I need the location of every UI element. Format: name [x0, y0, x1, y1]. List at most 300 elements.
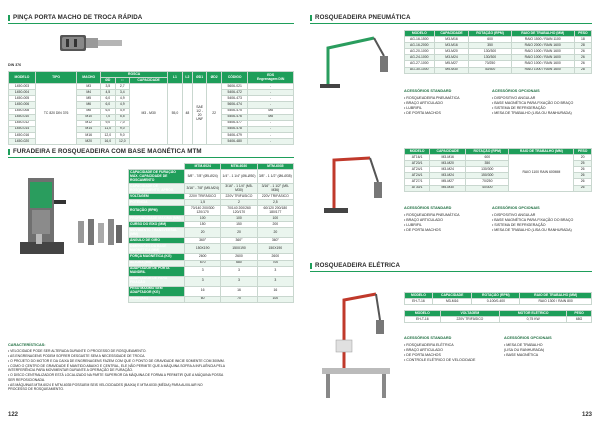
opt-accessories-elec: ACESSÓRIOS OPCIONAIS • MESA DE TRABALHO (LISA OU RANHURADA) • BASE MAGNÉTICA	[504, 336, 592, 358]
notes-list	[8, 349, 296, 392]
cell-macho: M16	[77, 132, 101, 138]
elec-table-2	[404, 310, 592, 323]
cell: AT16/1	[405, 155, 430, 161]
cell-tipo: TC 820 DIN 376	[35, 84, 76, 145]
col-header: RAIO DE TRABALHO (MM)	[520, 293, 592, 299]
col-sub-sq: □	[115, 78, 129, 84]
cell-codigo: 5406-476	[222, 114, 248, 120]
cell-sq: 5,5	[115, 114, 129, 120]
accessory-item: • DISPOSITIVO ANGULAR	[492, 212, 536, 217]
cell-value: 100	[257, 296, 293, 302]
cell-macho: M6	[77, 102, 101, 108]
chuck-section-title: PINÇA PORTA MACHO DE TROCA RÁPIDA	[8, 14, 142, 21]
cell-macho: M5	[77, 96, 101, 102]
cell-value: 3/16" - 1 1/2" (M5-M36)	[257, 184, 293, 194]
cell: 130/300	[466, 167, 509, 173]
cell-value: 2600	[185, 254, 221, 260]
accessory-item: • BASE MAGNÉTICA	[504, 352, 539, 357]
table-row	[129, 276, 294, 286]
col-d1: ØD1	[193, 72, 207, 84]
col-header: ROTAÇÃO (RPM)	[472, 293, 520, 299]
cell-value: 100	[185, 216, 221, 222]
cell: RAIO 1000 / RAIN 1600	[511, 55, 574, 61]
col-header: ROTAÇÃO (RPM)	[466, 149, 509, 155]
cell-sq: 9,0	[115, 126, 129, 132]
cell-value: 3	[257, 276, 293, 286]
cell: AG-30-1000	[405, 67, 435, 73]
tap-chuck-image	[56, 30, 126, 56]
col-eds: EDS Engrenagem DIN	[248, 72, 294, 84]
col-header: CAPACIDADE	[434, 31, 469, 37]
cell-sq: 12,0	[115, 139, 129, 145]
cell: 40/300	[469, 67, 511, 73]
pneu-accessories-b	[404, 206, 592, 236]
section-marker	[310, 263, 312, 269]
col-header: CAPACIDADE	[430, 149, 466, 155]
cell-modelo: 1450-012	[9, 120, 36, 126]
cell-d1: SAE 1/2 - 20 UNF	[193, 84, 207, 145]
cell-value: 150	[221, 222, 257, 228]
cell-l1: 55,0	[168, 84, 182, 145]
cell: 220V TRIFÁSICO	[440, 317, 500, 323]
accessory-item: • ROSQUEADEIRA PNEUMÁTICA	[404, 95, 460, 100]
cell-sq: 4,9	[115, 108, 129, 114]
cell: M3-M24	[430, 173, 466, 179]
cell: 26	[574, 49, 591, 55]
col-model-3: MTM-6035	[257, 164, 293, 170]
cell-value: 20	[257, 228, 293, 238]
cell-value: 3/16" - 1 1/4" (M5-M30)	[221, 184, 257, 194]
cell-value: 3/16" - 7/8" (M5-M24)	[185, 184, 221, 194]
accessory-item: • DE PORTA MACHOS	[404, 228, 441, 233]
col-header: MODELO	[405, 31, 435, 37]
cell-value: 1,5	[185, 200, 221, 206]
cell: EH-T-16	[405, 299, 433, 305]
cell-raio: RAIO 1100 RAIN 600MM	[509, 155, 574, 192]
col-header: PESO	[567, 311, 592, 317]
cell-value: 60	[185, 296, 221, 302]
cell-macho: M10	[77, 114, 101, 120]
cell-value: 20	[185, 228, 221, 238]
cell-value: 150X190	[257, 244, 293, 254]
cell: 68G	[567, 317, 592, 323]
mag-section-title: FURADEIRA E ROSQUEADEIRA COM BASE MAGNÉTICA MTM	[8, 148, 202, 155]
table-row	[129, 184, 294, 194]
cell-value: 100	[257, 216, 293, 222]
cell: M3-M16	[432, 299, 472, 305]
cell-eds: M8	[248, 114, 294, 120]
cell: 70/250	[469, 61, 511, 67]
row-label: MOVIMENTO TRANSVERSAL (MM)	[129, 228, 185, 238]
cell: 25	[574, 161, 592, 167]
elec-table-1	[404, 292, 592, 305]
chuck-table-body	[9, 84, 294, 145]
accessory-item: • DE PORTA MACHOS	[404, 352, 441, 357]
cell-value: 360°	[185, 238, 221, 244]
std-accessories-elec: ACESSÓRIOS STANDARD • ROSQUEADEIRA ELÉTRICA • BRAÇO ARTICULADO • DE PORTA MACHOS • CONTROLE ELÉTRICO DE VELOCIDADE	[404, 336, 494, 363]
col-header: MODELO	[405, 311, 441, 317]
cell-modelo: 1450-008	[9, 108, 36, 114]
cell-macho: M4	[77, 90, 101, 96]
row-label: ROTAÇÃO (RPM)	[129, 206, 185, 216]
elec-section-title: ROSQUEADEIRA ELÉTRICA	[310, 262, 400, 269]
cell: AG-16-2000	[405, 43, 435, 49]
cell-eds: -	[248, 126, 294, 132]
cell: 26	[574, 173, 592, 179]
pneumatic-tapper-image-b	[314, 148, 398, 216]
cell-eds: -	[248, 120, 294, 126]
cell: 28	[574, 67, 591, 73]
note-line: PROCESSO DE ROSQUEAMENTO.	[8, 387, 64, 392]
cell: 26	[574, 185, 592, 191]
table-row	[405, 317, 592, 323]
cell-sq: 4,9	[115, 96, 129, 102]
cell-value: 680	[221, 260, 257, 266]
cell: RAIO 1300 / RAIN 800	[520, 299, 592, 305]
pneu-accessories-a	[404, 89, 592, 119]
cell: AT24/1	[405, 167, 430, 173]
cell-value: 5/8" - 7/8" (Ø5-Ø24)	[185, 170, 221, 184]
cell: AT24/1	[405, 173, 430, 179]
cell-value: 3	[185, 276, 221, 286]
cell-eds: M8	[248, 108, 294, 114]
accessory-item: • SISTEMA DE REFRIGERAÇÃO	[492, 105, 546, 110]
cell-d: 16,0	[101, 139, 115, 145]
col-rosca: ROSCA	[101, 72, 168, 78]
cell-value: 200	[257, 222, 293, 228]
cell: AG-20-1000	[405, 49, 435, 55]
row-label: FORÇA MAGNÉTICA (KG)	[129, 254, 185, 260]
cell-value: 2600	[221, 254, 257, 260]
cell-eds: -	[248, 90, 294, 96]
cell: EH-T-16	[405, 317, 441, 323]
cell-codigo: 5406-479	[222, 132, 248, 138]
accessory-item: • DE PORTA MACHOS	[404, 111, 441, 116]
cell-d: 4,5	[101, 90, 115, 96]
section-rule	[8, 23, 294, 24]
cell-codigo: 5606-021	[222, 84, 248, 90]
row-label: DIMENSÕES DA BASE MAGNÉTICA (MM)	[129, 244, 185, 254]
col-header: MODELO	[405, 293, 433, 299]
accessory-item: • LUBRIFIL	[404, 105, 423, 110]
cell: 18	[574, 37, 591, 43]
cell-l2: 48	[182, 84, 192, 145]
cell-value: 3/8" - 1 1/2" (Ø6-Ø35)	[257, 170, 293, 184]
col-l2: L2	[182, 72, 192, 84]
cell: AG-24-1000	[405, 55, 435, 61]
col-codigo: CÓDIGO	[222, 72, 248, 84]
table-row	[129, 170, 294, 184]
col-model-2: MTM-6030	[221, 164, 257, 170]
cell-value: 220V TRIFÁSICO	[221, 194, 257, 200]
cell: AG-16-1500	[405, 37, 435, 43]
cell-modelo: 1450-004	[9, 90, 36, 96]
note-line: • O DISCO CENTRALIZADOR ESTÁ LOCALIZADO NA PARTE SUPERIOR DA MÁQUINA DE FORMA A PERMITIR QUE A MÁQUINA POSSA	[8, 373, 224, 378]
row-label: CAPACIDADE DE FURAÇÃO MÁX. CAPACIDADE DE ROSCAMENTO	[129, 170, 185, 184]
col-macho: MACHO	[77, 72, 101, 84]
row-label: VOLTAGEM	[129, 194, 185, 200]
col-d2: ØD2	[207, 72, 222, 84]
cell-macho: M12	[77, 120, 101, 126]
cell-value: 220V TRIFÁSICO	[257, 194, 293, 200]
electric-tapper-image	[314, 280, 398, 400]
cell-value: 360°	[257, 238, 293, 244]
cell: RAIO 1000 / RAIN 1600	[511, 49, 574, 55]
row-label: ADAPTADOR DE PORTA MANDRIL	[129, 266, 185, 276]
cell: AG-27-1000	[405, 61, 435, 67]
cell-eds: -	[248, 102, 294, 108]
cell: 26	[574, 61, 591, 67]
mag-spec-table	[128, 163, 294, 303]
cell-value: 3	[221, 276, 257, 286]
row-label: PESO (KG)	[129, 296, 185, 302]
col-header: PESO	[574, 31, 591, 37]
cell-modelo: 1450-014	[9, 126, 36, 132]
accessory-item: • BASE MAGNÉTICA PARA FIXAÇÃO DO BRAÇO	[492, 217, 574, 222]
accessory-item: • BRAÇO ARTICULADO	[404, 347, 443, 352]
mag-notes	[8, 343, 296, 392]
cell-eds: -	[248, 132, 294, 138]
table-row	[405, 67, 592, 73]
cell-d: 12,0	[101, 132, 115, 138]
accessory-item: • MESA DE TRABALHO	[504, 342, 543, 347]
cell-value: 2,5	[257, 200, 293, 206]
cell-d: 6,0	[101, 108, 115, 114]
cell-value: 1/4" - 1 1/4" (Ø6-Ø30)	[221, 170, 257, 184]
table-row	[129, 206, 294, 216]
notes-title: CARACTERÍSTICAS:	[8, 343, 46, 347]
cell: 600	[469, 37, 511, 43]
cell: 26	[574, 167, 592, 173]
cell-value: 16	[257, 286, 293, 296]
cell-d: 11,0	[101, 126, 115, 132]
note-line: INTERFERÊNCIA PARA MOVIMENTAR DURANTE A OPERAÇÃO DE FURAÇÃO.	[8, 368, 133, 373]
cell-macho: M3	[77, 84, 101, 90]
col-header: RAIO DE TRABALHO (MM)	[509, 149, 574, 155]
cell-d: 6,0	[101, 102, 115, 108]
accessory-item: • ROSQUEADEIRA PNEUMÁTICA	[404, 212, 460, 217]
cell: 130/300	[469, 49, 511, 55]
col-header: MOTOR ELÉTRICO	[500, 311, 567, 317]
cell: M5-M27	[434, 61, 469, 67]
cell: RAIO 1000 / RAIN 1600	[511, 61, 574, 67]
cell: 350	[469, 43, 511, 49]
cell-modelo: 1450-016	[9, 132, 36, 138]
accessory-item: • BASE MAGNÉTICA PARA FIXAÇÃO DO BRAÇO	[492, 100, 574, 105]
pneu-body-b	[405, 155, 592, 192]
cell-d2: 22	[207, 84, 222, 145]
note-line: • VELOCIDADE PODE SER ALTERADA DURANTE O PROCESSO DE ROSQUEAMENTO.	[8, 349, 147, 354]
row-label: CURSO DO EIXO (MM)	[129, 222, 185, 228]
cell: M3-M20	[434, 49, 469, 55]
cell-macho: M14	[77, 126, 101, 132]
note-line: SER REPOSICIONADA.	[8, 377, 46, 382]
cell: AT27/1	[405, 179, 430, 185]
cell: RAIO 1500 / RAIN 1100	[511, 37, 574, 43]
mag-table-body	[129, 170, 294, 303]
accessory-item: • ROSQUEADEIRA ELÉTRICA	[404, 342, 454, 347]
cell: 26	[574, 179, 592, 185]
cell-codigo: 5406-475	[222, 108, 248, 114]
col-sub-d: ØD	[101, 78, 115, 84]
note-line: • AS MÁQUINAS MTM-6024 E MTM-6035 POSSUEM SEIS VELOCIDADES (BAIXA) E MTM-6030 (MÉDIA) PARA AUXILIAR NO	[8, 382, 203, 387]
cell-sq: 3,4	[115, 90, 129, 96]
page-number: 123	[581, 412, 592, 418]
cell-codigo: 5406-480	[222, 139, 248, 145]
cell-value: 70	[221, 296, 257, 302]
cell-eds: -	[248, 84, 294, 90]
cell-value: 3	[185, 266, 221, 276]
cell-value: 670	[185, 260, 221, 266]
cell-value: 2600	[257, 254, 293, 260]
col-header: ROTAÇÃO (RPM)	[469, 31, 511, 37]
opt-accessories-b: ACESSÓRIOS OPCIONAIS • DISPOSITIVO ANGULAR • BASE MAGNÉTICA PARA FIXAÇÃO DO BRAÇO • SISTEMA DE REFRIGERAÇÃO • MESA DE TRABALHO (LISA OU RANHURADA)	[492, 206, 592, 233]
cell-d: 6,0	[101, 96, 115, 102]
cell-value: 100	[221, 216, 257, 222]
section-marker	[310, 15, 312, 21]
accessory-item: • CONTROLE ELÉTRICO DE VELOCIDADE	[404, 358, 476, 363]
pneu-table-b	[404, 148, 592, 192]
cell: 26	[574, 55, 591, 61]
col-tipo: TIPO	[35, 72, 76, 84]
cell: M3-M20	[430, 161, 466, 167]
cell-codigo: 5406-473	[222, 96, 248, 102]
cell-value: 16	[185, 286, 221, 296]
col-header: PESO	[574, 149, 592, 155]
cell-modelo: 1450-003	[9, 84, 36, 90]
cell-codigo: 5606-474	[222, 102, 248, 108]
cell-value: 60/120 200/180 180/177	[257, 206, 293, 216]
pneumatic-tapper-image	[314, 30, 398, 90]
cell: M3-M24	[434, 55, 469, 61]
cell-eds: -	[248, 139, 294, 145]
cell-value: 150	[185, 222, 221, 228]
cell-value: 70/140 200/300 120/170	[185, 206, 221, 216]
cell-sq: 4,9	[115, 102, 129, 108]
note-line: • COMO O CENTRO DE GRAVIDADE É MANTIDO ABAIXO E CENTRAL, ELE NÃO PERMITE QUE A MÁQUINA SOFRA A INFLUÊNCIA PELA	[8, 363, 226, 368]
cell: 0-100/0-400	[472, 299, 520, 305]
col-header: MODELO	[405, 149, 430, 155]
table-row	[129, 286, 294, 296]
cell-value: 3	[257, 266, 293, 276]
cell-d: 3,5	[101, 84, 115, 90]
cell: M3-M16	[434, 37, 469, 43]
row-label: CAPACIDADE DE ROSQUEAMENTO, APROX.	[129, 184, 185, 194]
accessory-item: • MESA DE TRABALHO (LISA OU RANHURADA)	[492, 228, 572, 233]
note-line: • AS ENGRENAGENS PODEM SOFRER DESGASTE SEM A NECESSIDADE DE TROCA.	[8, 354, 146, 359]
cell: RAIO 1000 / RAIN 1600	[511, 67, 574, 73]
cell-value: 220V TRIFÁSICO	[185, 194, 221, 200]
cell: RAIO 2000 / RAIN 1600	[511, 43, 574, 49]
cell-value: 150X190	[221, 244, 257, 254]
cell-value: 16	[221, 286, 257, 296]
cell: M3-M16	[434, 43, 469, 49]
accessory-item: • BRAÇO ARTICULADO	[404, 100, 443, 105]
cell-sq: 9,0	[115, 132, 129, 138]
cell-capac: M3 - M30	[130, 84, 168, 145]
din-label: DIN 376	[8, 63, 22, 67]
cell-d: 7,0	[101, 114, 115, 120]
table-row	[405, 299, 592, 305]
cell: 28	[574, 43, 591, 49]
pneu-table-a	[404, 30, 592, 74]
cell-modelo: 1450-006	[9, 102, 36, 108]
cell-d: 9,0	[101, 120, 115, 126]
cell-macho: M20	[77, 139, 101, 145]
col-model-1: MTM-6024	[185, 164, 221, 170]
cell: 20	[574, 155, 592, 161]
cell: 40/300	[466, 185, 509, 191]
cell-value: 700	[257, 260, 293, 266]
cell-value: 20	[221, 228, 257, 238]
magnetic-drill-image	[14, 170, 72, 256]
cell-value: 360°	[221, 238, 257, 244]
accessory-item: • SISTEMA DE REFRIGERAÇÃO	[492, 222, 546, 227]
cell-sq: 2,7	[115, 84, 129, 90]
pneu-section-title: ROSQUEADEIRA PNEUMÁTICA	[310, 14, 411, 21]
cell: M3-M16	[430, 155, 466, 161]
col-l1: L1	[168, 72, 182, 84]
cell: 350	[466, 161, 509, 167]
page-number: 122	[8, 412, 19, 418]
pneu-body-a	[405, 37, 592, 74]
cell: 0,75 KW	[500, 317, 567, 323]
chuck-spec-table	[8, 71, 294, 145]
row-label: PROFUNDIDADE MÁXIMA (MM)	[129, 216, 185, 222]
section-marker	[8, 149, 10, 155]
cell-eds: -	[248, 96, 294, 102]
col-header: VOLTAGEM	[440, 311, 500, 317]
cell: 70/250	[466, 179, 509, 185]
section-rule	[310, 23, 592, 24]
row-label: ADAPTADOR DE PARA FIXAÇÃO	[129, 276, 185, 286]
col-modelo: MODELO	[9, 72, 36, 84]
cell-value: 150X190	[185, 244, 221, 254]
cell-value: 2	[221, 200, 257, 206]
cell: 600	[466, 155, 509, 161]
cell-sq: 7,0	[115, 120, 129, 126]
section-marker	[8, 15, 10, 21]
cell: AT30/1	[405, 185, 430, 191]
cell-modelo: 1450-010	[9, 114, 36, 120]
cell-value: 3	[221, 266, 257, 276]
row-label: ÂNGULO DE GIRO	[129, 238, 185, 244]
col-sub-capac: CAPACIDADE	[130, 78, 168, 84]
col-header: RAIO DE TRABALHO (MM)	[511, 31, 574, 37]
std-accessories-b: ACESSÓRIOS STANDARD • ROSQUEADEIRA PNEUMÁTICA • BRAÇO ARTICULADO • LUBRIFIL • DE PORTA MACHOS	[404, 206, 474, 233]
cell: M5-M30	[434, 67, 469, 73]
cell: 150/300	[466, 173, 509, 179]
accessory-item: • LUBRIFIL	[404, 222, 423, 227]
cell-value: 70/140 200/260 120/170	[221, 206, 257, 216]
cell: M5-M27	[430, 179, 466, 185]
cell-codigo: 5406-472	[222, 90, 248, 96]
cell-modelo: 1450-020	[9, 139, 36, 145]
row-label: POTÊNCIA	[129, 200, 185, 206]
cell-modelo: 1450-005	[9, 96, 36, 102]
row-label: ALTURA (MM)	[129, 260, 185, 266]
accessory-item: • BRAÇO ARTICULADO	[404, 217, 443, 222]
std-accessories: ACESSÓRIOS STANDARD • ROSQUEADEIRA PNEUMÁTICA • BRAÇO ARTICULADO • LUBRIFIL • DE PORTA MACHOS	[404, 89, 474, 116]
accessory-item: (LISA OU RANHURADA)	[504, 347, 545, 352]
cell-macho: M8	[77, 108, 101, 114]
table-row	[129, 266, 294, 276]
cell-codigo: 5406-478	[222, 126, 248, 132]
accessory-item: • MESA DE TRABALHO (LISA OU RANHURADA)	[492, 111, 572, 116]
col-header: CAPACIDADE	[432, 293, 472, 299]
accessory-item: • DISPOSITIVO ANGULAR	[492, 95, 536, 100]
cell: M5-M30	[430, 185, 466, 191]
